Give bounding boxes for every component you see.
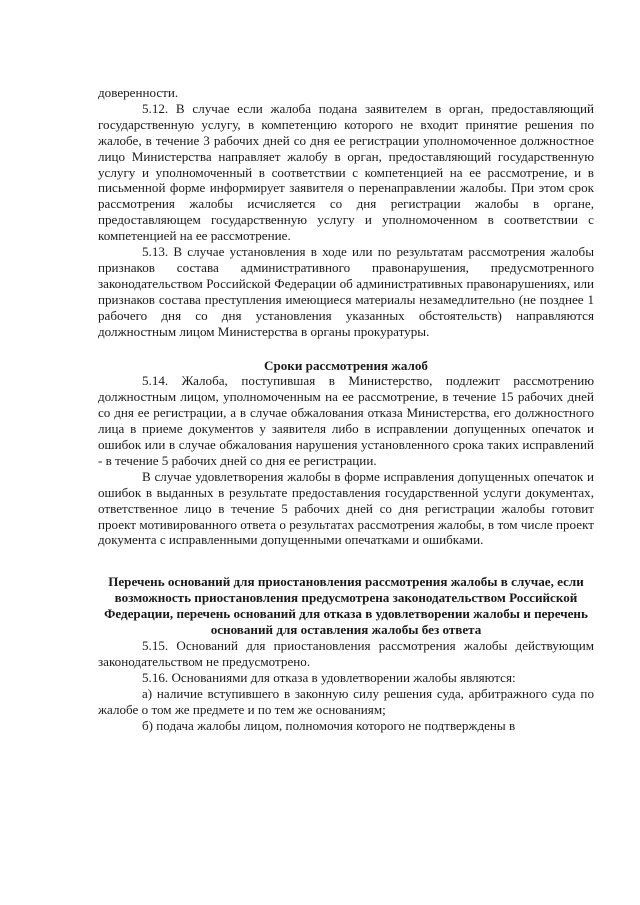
paragraph-5-14: 5.14. Жалоба, поступившая в Министерство, подлежит рассмотрению должностным лицом, уполномоченным на ее рассмотрение, в течение 15 рабочих дней со дня ее регистрации, а в случае обжалования отказа Министерства, его должностного лица в приеме документов у заявителя либо в исправлении допущенных опечаток и ошибок или в случае обжалования нарушения установленного срока таких исправлений - в течение 5 рабочих дней со дня ее регистрации. (98, 373, 594, 468)
spacer (98, 548, 594, 574)
paragraph-5-13: 5.13. В случае установления в ходе или по результатам рассмотрения жалобы признаков состава административного правонарушения, предусмотренного законодательством Российской Федерации об административных правонарушениях, или признаков состава преступления имеющиеся материалы незамедлительно (не позднее 1 рабочего дня со дня установления указанных обстоятельств) направляются должностным лицом Министерства в органы прокуратуры. (98, 244, 594, 339)
paragraph-5-12: 5.12. В случае если жалоба подана заявителем в орган, предоставляющий государственную услугу, в компетенцию которого не входит принятие решения по жалобе, в течение 3 рабочих дней со дня ее регистрации уполномоченное должностное лицо Министерства направляет жалобу в орган, предоставляющий государственную услугу и уполномоченный в соответствии с компетенцией на ее рассмотрение, и в письменной форме информирует заявителя о перенаправлении жалобы. При этом срок рассмотрения жалобы исчисляется со дня регистрации жалобы в органе, предоставляющем государственную услугу и уполномоченном в соответствии с компетенцией на ее рассмотрение. (98, 100, 594, 244)
paragraph-continuation: доверенности. (98, 85, 179, 100)
paragraph-5-15: 5.15. Оснований для приостановления рассмотрения жалобы действующим законодательством не предусмотрено. (98, 638, 594, 669)
list-item-a: а) наличие вступившего в законную силу решения суда, арбитражного суда по жалобе о том же предмете и по тем же основаниям; (98, 685, 594, 717)
section-heading-review-terms: Сроки рассмотрения жалоб (264, 357, 428, 373)
paragraph-correction-case: В случае удовлетворения жалобы в форме исправления допущенных опечаток и ошибок в выданных в результате предоставления государственной услуги документах, ответственное лицо в течение 5 рабочих дней со дня регистрации жалобы готовит проект мотивированного ответа о результатах рассмотрения жалобы, в том числе проект документа с исправленными допущенными опечатками и ошибками. (98, 468, 594, 548)
paragraph-5-16: 5.16. Основаниями для отказа в удовлетворении жалобы являются: (142, 669, 516, 685)
spacer (98, 340, 594, 358)
section-heading-grounds-list: Перечень оснований для приостановления рассмотрения жалобы в случае, если возможность приостановления предусмотрена законодательством Российской Федерации, перечень оснований для отказа в удовлетворении жалобы и перечень оснований для оставления жалобы без ответа (104, 574, 588, 638)
document-page (98, 85, 594, 733)
list-item-b: б) подача жалобы лицом, полномочия которого не подтверждены в (142, 717, 516, 733)
